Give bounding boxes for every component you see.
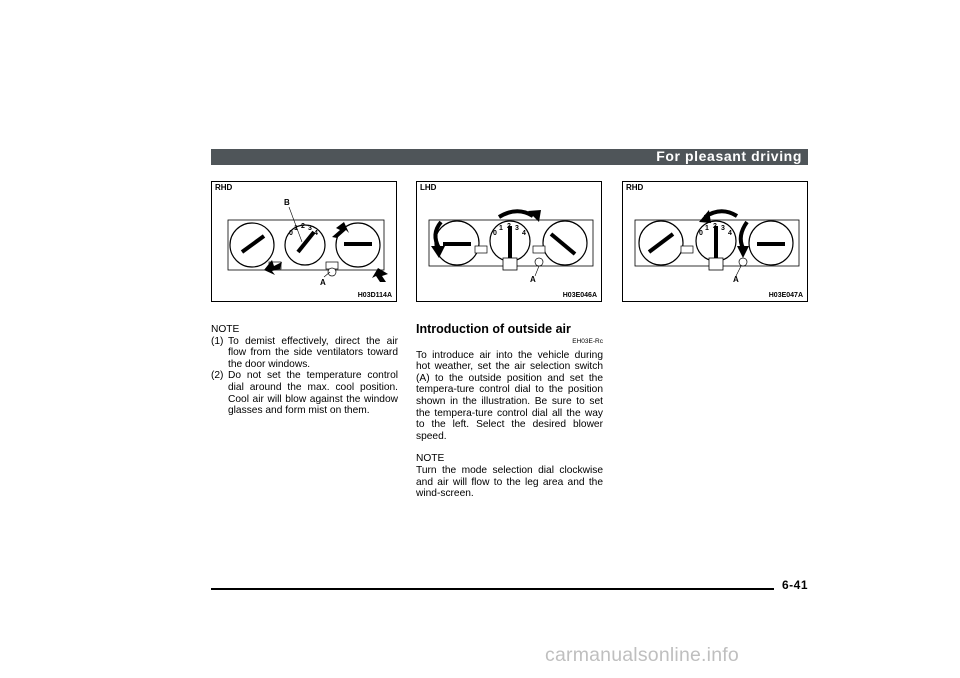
- control-panel-illustration: [623, 182, 809, 303]
- figure-code: H03D114A: [357, 292, 392, 299]
- note-number: (1): [211, 335, 224, 347]
- note-heading: NOTE: [211, 324, 240, 335]
- outside-air-section: [416, 324, 603, 500]
- dial-number: 4: [728, 230, 732, 237]
- callout-a: A: [530, 275, 536, 284]
- note-text: Turn the mode selection dial clockwise and air will flow to the leg area and the wind-screen.: [416, 464, 603, 500]
- dial-number: 1: [705, 225, 709, 232]
- header-bar: [211, 149, 808, 165]
- dial-number: 4: [314, 230, 318, 237]
- page-number: 6-41: [782, 578, 809, 592]
- section-paragraph: To introduce air into the vehicle during hot weather, set the air selection switch (A) to the outside position and set the tempera-ture control dial to the position shown in the illustration. Be sure to set the tempera-ture control dial all the way to the left. Select the desired blower speed.: [416, 349, 603, 442]
- dial-number: 1: [294, 225, 298, 232]
- left-note: [211, 324, 398, 417]
- dial-number: 2: [301, 223, 305, 230]
- dial-number: 2: [507, 223, 511, 230]
- note-text: Do not set the temperature control dial around the max. cool position. Cool air will blow against the window glasses and form mist on them.: [228, 370, 398, 417]
- section-code: EH03E-Rc: [572, 337, 603, 345]
- dial-number: 3: [721, 225, 725, 232]
- dial-number: 0: [699, 230, 703, 237]
- dial-number: 3: [308, 225, 312, 232]
- figure-rhd-demist: [211, 181, 397, 302]
- callout-a: A: [733, 275, 739, 284]
- dial-number: 0: [493, 230, 497, 237]
- note-text: To demist effectively, direct the air flow from the side ventilators toward the door windows.: [228, 335, 398, 370]
- figure-label: RHD: [626, 183, 644, 192]
- note-number: (2): [211, 370, 224, 382]
- note-item: [211, 336, 398, 371]
- figure-code: H03E047A: [768, 292, 803, 299]
- figure-code: H03E046A: [562, 292, 597, 299]
- figure-lhd-outside-air: [416, 181, 602, 302]
- page-section-title: For pleasant driving: [656, 148, 802, 164]
- note-heading: NOTE: [416, 453, 445, 465]
- control-panel-illustration: [212, 182, 398, 303]
- dial-number: 3: [515, 225, 519, 232]
- dial-number: 4: [522, 230, 526, 237]
- dial-number: 2: [713, 223, 717, 230]
- watermark: carmanualsonline.info: [545, 644, 739, 666]
- footer-rule: [211, 588, 774, 590]
- note-item: [211, 370, 398, 416]
- dial-number: 0: [289, 230, 293, 237]
- control-panel-illustration: [417, 182, 603, 303]
- dial-number: 1: [499, 225, 503, 232]
- section-title: Introduction of outside air: [416, 322, 571, 336]
- figure-rhd-outside-air: [622, 181, 808, 302]
- callout-b: B: [284, 198, 290, 207]
- callout-a: A: [320, 278, 326, 287]
- figure-label: RHD: [215, 183, 233, 192]
- figure-label: LHD: [420, 183, 437, 192]
